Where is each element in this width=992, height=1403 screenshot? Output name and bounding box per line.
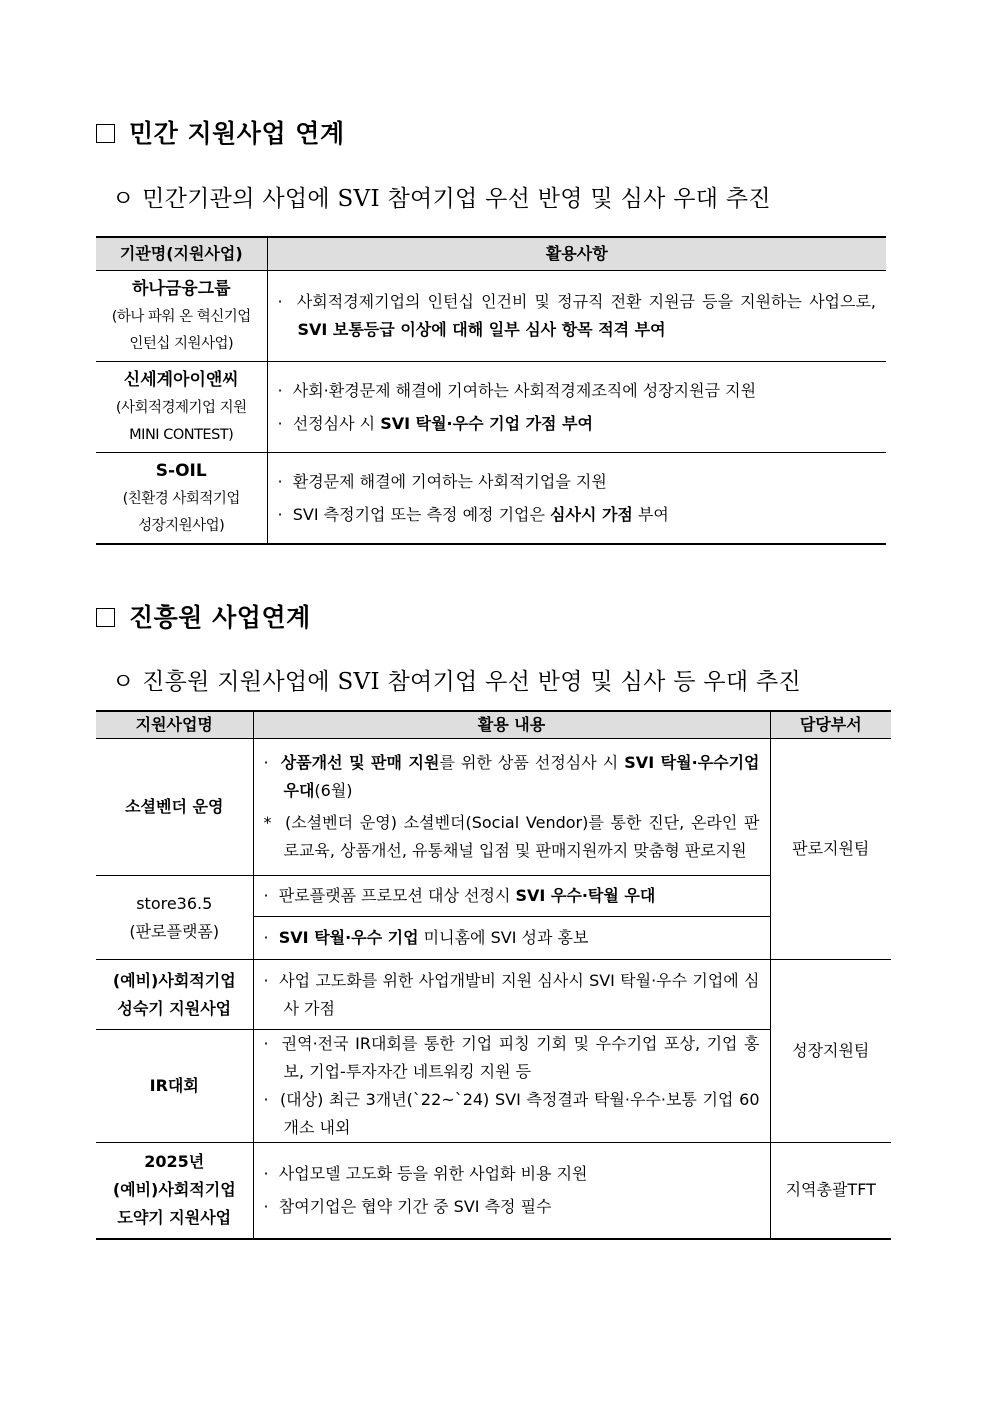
org-cell: 신세계아이앤씨 (사회적경제기업 지원 MINI CONTEST)	[96, 362, 267, 453]
dept-cell: 판로지원팀	[770, 739, 891, 960]
org-cell: 하나금융그룹 (하나 파워 온 혁신기업 인턴십 지원사업)	[96, 271, 267, 362]
use-cell: · 판로플랫폼 프로모션 대상 선정시 SVI 우수·탁월 우대	[253, 876, 770, 917]
table-row	[96, 960, 891, 1030]
col-header-use: 활용 내용	[253, 711, 770, 739]
program-name-cell: (예비)사회적기업 성숙기 지원사업	[96, 960, 253, 1030]
section-subheading-agency: ㅇ 진흥원 지원사업에 SVI 참여기업 우선 반영 및 심사 등 우대 추진	[112, 669, 802, 695]
section-subheading-private: ㅇ 민간기관의 사업에 SVI 참여기업 우선 반영 및 심사 우대 추진	[112, 186, 771, 212]
use-cell: · SVI 탁월·우수 기업 미니홈에 SVI 성과 홍보	[253, 917, 770, 960]
col-header-use: 활용사항	[267, 237, 886, 271]
program-name-cell: store36.5 (판로플랫폼)	[96, 876, 253, 960]
table-row	[96, 271, 886, 362]
use-cell: · 사회·환경문제 해결에 기여하는 사회적경제조직에 성장지원금 지원 · 선정심사 시 SVI 탁월·우수 기업 가점 부여	[267, 362, 886, 453]
use-cell: · 사업 고도화를 위한 사업개발비 지원 심사시 SVI 탁월·우수 기업에 심사 가점	[253, 960, 770, 1030]
use-cell: · 사회적경제기업의 인턴십 인건비 및 정규직 전환 지원금 등을 지원하는 사업으로, SVI 보통등급 이상에 대해 일부 심사 항목 적격 부여	[267, 271, 886, 362]
col-header-program: 지원사업명	[96, 711, 253, 739]
program-name-cell: IR대회	[96, 1030, 253, 1143]
checkbox-square-icon	[96, 608, 115, 627]
org-cell: S-OIL (친환경 사회적기업 성장지원사업)	[96, 453, 267, 544]
table-row	[96, 739, 891, 876]
use-cell: · 사업모델 고도화 등을 위한 사업화 비용 지원 · 참여기업은 협약 기간 중 SVI 측정 필수	[253, 1143, 770, 1239]
section-heading-private: 민간 지원사업 연계	[96, 114, 345, 150]
private-program-table	[96, 236, 886, 545]
agency-program-table	[96, 710, 891, 1240]
table-row	[96, 362, 886, 453]
program-name-cell: 2025년 (예비)사회적기업 도약기 지원사업	[96, 1143, 253, 1239]
program-name-cell: 소셜벤더 운영	[96, 739, 253, 876]
dept-cell: 성장지원팀	[770, 960, 891, 1143]
section-heading-agency: 진흥원 사업연계	[96, 598, 311, 634]
col-header-org: 기관명(지원사업)	[96, 237, 267, 271]
use-cell: · 환경문제 해결에 기여하는 사회적기업을 지원 · SVI 측정기업 또는 측정 예정 기업은 심사시 가점 부여	[267, 453, 886, 544]
col-header-dept: 담당부서	[770, 711, 891, 739]
checkbox-square-icon	[96, 124, 115, 143]
table-row	[96, 453, 886, 544]
table-row	[96, 1143, 891, 1239]
use-cell: · 상품개선 및 판매 지원를 위한 상품 선정심사 시 SVI 탁월·우수기업 우대(6월) * (소셜벤더 운영) 소셜벤더(Social Vendor)를 통한 진단, 온라인 판로교육, 상품개선, 유통채널 입점 및 판매지원까지 맞춤형 판로지원	[253, 739, 770, 876]
dept-cell: 지역총괄TFT	[770, 1143, 891, 1239]
use-cell: · 권역·전국 IR대회를 통한 기업 피칭 기회 및 우수기업 포상, 기업 홍보, 기업-투자자간 네트워킹 지원 등 · (대상) 최근 3개년(`22~`24) SVI 측정결과 탁월·우수·보통 기업 60개소 내외	[253, 1030, 770, 1143]
